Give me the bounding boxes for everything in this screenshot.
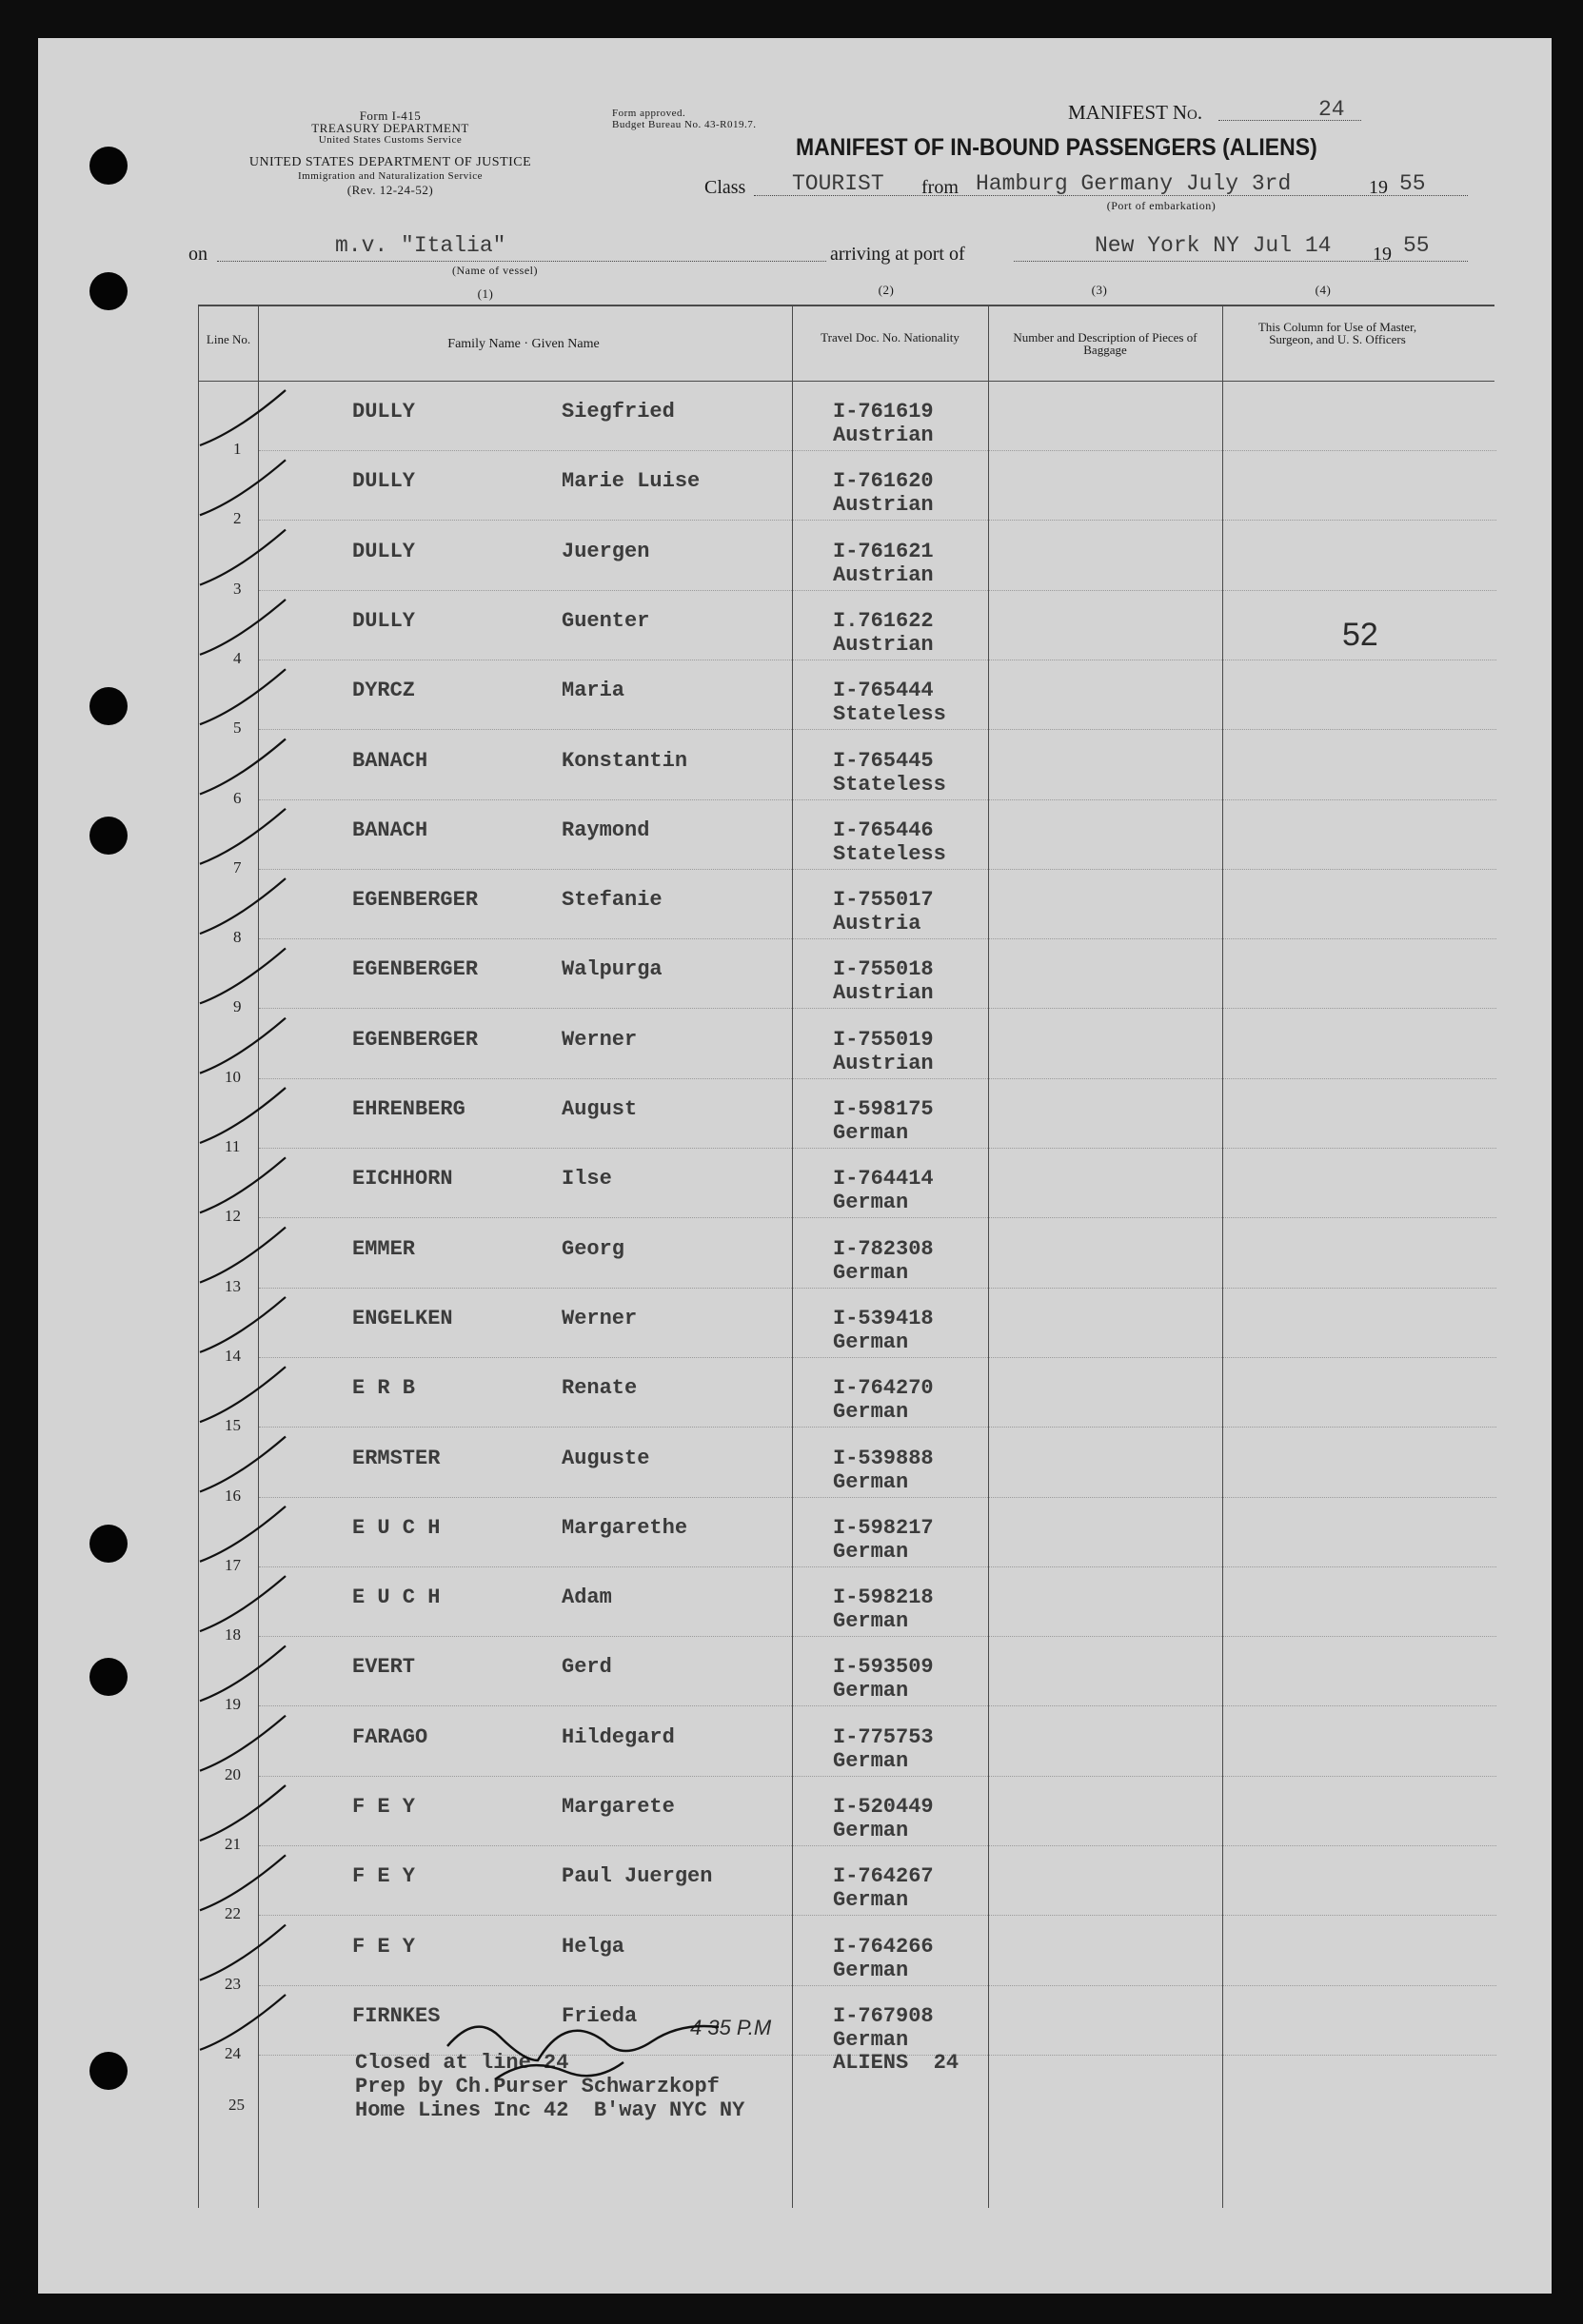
passenger-nationality: Austrian [833,562,934,587]
passenger-doc-number: I-761621 [833,539,934,563]
check-mark [200,1228,286,1283]
embarkation-port: Hamburg Germany July 3rd [976,171,1292,196]
passenger-family-name: EHRENBERG [352,1097,465,1121]
port-embarkation-caption: (Port of embarkation) [1106,199,1217,212]
passenger-family-name: EVERT [352,1655,416,1680]
arriving-label: arriving at port of [830,244,965,265]
arrival-year-prefix: 19 [1373,244,1392,265]
passenger-given-name: Auguste [562,1446,650,1470]
passenger-given-name: Renate [562,1376,638,1401]
arrival-year: 55 [1403,233,1430,258]
prepared-by: Prep by Ch.Purser Schwarzkopf [355,2075,720,2098]
passenger-given-name: Georg [562,1236,625,1261]
closing-note: Closed at line 24 [355,2051,569,2075]
passenger-nationality: Austrian [833,981,934,1006]
revision: (Rev. 12-24-52) [346,183,434,197]
passenger-given-name: Gerd [562,1655,612,1680]
handwritten-time-note: 4 35 P.M [690,2016,772,2039]
passenger-family-name: E U C H [352,1515,441,1540]
check-mark [200,1018,286,1073]
check-mark [200,1995,286,2050]
aliens-total: ALIENS 24 [833,2051,960,2075]
line-number: 13 [225,1276,241,1295]
passenger-family-name: F E Y [352,1864,416,1889]
passenger-given-name: Maria [562,679,625,703]
line-number: 2 [233,509,242,528]
check-mark [200,600,286,655]
passenger-doc-number: I-520449 [833,1795,934,1819]
manifest-label: MANIFEST No. [1068,101,1203,124]
manifest-sheet [38,38,1552,2294]
line-number: 12 [225,1207,241,1226]
line-number: 19 [225,1695,241,1714]
class-label: Class [704,177,746,198]
embark-year: 55 [1399,171,1426,196]
passenger-nationality: Stateless [833,841,946,866]
line-number: 11 [225,1137,241,1155]
manifest-number: 24 [1318,97,1345,122]
passenger-doc-number: I-782308 [833,1236,934,1261]
check-mark [200,1785,286,1841]
passenger-nationality: German [833,1400,909,1425]
check-mark [200,669,286,724]
passenger-given-name: Siegfried [562,400,675,423]
passenger-family-name: EMMER [352,1236,416,1261]
passenger-nationality: German [833,1958,909,1982]
class-value: TOURIST [792,171,884,196]
passenger-doc-number: I-775753 [833,1724,934,1749]
passenger-given-name: Marie Luise [562,469,701,494]
form-number: Form I-415 [359,108,422,123]
passenger-family-name: BANACH [352,817,428,842]
line-number: 5 [233,719,242,738]
passenger-family-name: BANACH [352,748,428,773]
passenger-family-name: E U C H [352,1585,441,1610]
passenger-nationality: German [833,2027,909,2052]
line-number: 8 [233,928,242,947]
justice-department: UNITED STATES DEPARTMENT OF JUSTICE [248,155,532,169]
check-mark [200,1925,286,1980]
check-mark [200,1507,286,1562]
line-number: 3 [233,579,242,598]
check-mark [200,1367,286,1422]
embark-year-prefix: 19 [1369,177,1388,198]
passenger-nationality: Stateless [833,702,946,727]
check-mark [200,1645,286,1701]
passenger-family-name: ENGELKEN [352,1306,453,1330]
check-mark [200,1576,286,1631]
passenger-family-name: DULLY [352,400,416,423]
handwritten-signature [447,2026,719,2079]
form-approved: Form approved. [612,108,686,119]
passenger-doc-number: I.761622 [833,608,934,633]
line-number: 17 [225,1555,241,1574]
passenger-given-name: Frieda [562,2003,638,2028]
passenger-doc-number: I-765444 [833,679,934,703]
passenger-nationality: Austria [833,912,921,936]
passenger-doc-number: I-755019 [833,1027,934,1052]
passenger-given-name: Werner [562,1027,638,1052]
check-mark [200,948,286,1003]
passenger-given-name: Adam [562,1585,612,1610]
passenger-given-name: Juergen [562,539,650,563]
passenger-given-name: Margarete [562,1795,675,1819]
passenger-doc-number: I-755017 [833,888,934,913]
col-line-no: Line No. [206,332,251,346]
passenger-nationality: German [833,1609,909,1634]
check-mark [200,1855,286,1910]
passenger-given-name: Helga [562,1934,625,1959]
passenger-doc-number: I-539418 [833,1306,934,1330]
line-number: 20 [225,1764,241,1783]
customs-service: United States Customs Service [318,134,463,146]
passenger-family-name: FARAGO [352,1724,428,1749]
vessel-caption: (Name of vessel) [452,264,538,277]
passenger-doc-number: I-767908 [833,2003,934,2028]
passenger-nationality: German [833,1819,909,1842]
line-number: 10 [225,1067,241,1086]
line-number: 24 [225,2043,241,2062]
passenger-given-name: Ilse [562,1167,612,1192]
passenger-nationality: German [833,1888,909,1913]
check-mark [200,390,286,445]
vessel-name: m.v. "Italia" [335,233,506,258]
check-mark [200,530,286,585]
passenger-doc-number: I-764266 [833,1934,934,1959]
from-label: from [921,177,959,198]
line-number: 7 [233,857,242,876]
passenger-given-name: Walpurga [562,957,663,982]
passenger-doc-number: I-764267 [833,1864,934,1889]
passenger-doc-number: I-539888 [833,1446,934,1470]
line-number: 4 [233,648,242,667]
check-mark [200,739,286,795]
col-number-4: (4) [1315,283,1332,297]
passenger-nationality: Austrian [833,493,934,518]
home-lines: Home Lines Inc 42 B'way NYC NY [355,2098,745,2122]
passenger-given-name: Raymond [562,817,650,842]
check-mark [200,1716,286,1771]
passenger-doc-number: I-598218 [833,1585,934,1610]
col-travel-doc: Travel Doc. No. Nationality [821,330,960,345]
passenger-family-name: EGENBERGER [352,888,479,913]
check-mark [200,1088,286,1143]
passenger-family-name: ERMSTER [352,1446,441,1470]
on-label: on [188,244,208,265]
passenger-doc-number: I-764414 [833,1167,934,1192]
passenger-doc-number: I-761619 [833,400,934,423]
passenger-nationality: German [833,1748,909,1773]
line-number: 22 [225,1904,241,1923]
passenger-nationality: German [833,1539,909,1564]
passenger-doc-number: I-598175 [833,1097,934,1121]
passenger-family-name: EGENBERGER [352,957,479,982]
col-name: Family Name · Given Name [447,337,600,351]
line-number: 23 [225,1974,241,1993]
passenger-doc-number: I-761620 [833,469,934,494]
check-mark [200,1437,286,1492]
col-officers: This Column for Use of Master, Surgeon, and U. S. Officers [1257,320,1417,346]
passenger-family-name: DULLY [352,469,416,494]
passenger-given-name: Margarethe [562,1515,688,1540]
passenger-family-name: DULLY [352,539,416,563]
line-number: 25 [228,2096,245,2114]
passenger-nationality: Austrian [833,632,934,657]
line-number: 1 [233,440,242,458]
passenger-family-name: F E Y [352,1934,416,1959]
passenger-nationality: German [833,1469,909,1494]
passenger-family-name: EICHHORN [352,1167,453,1192]
passenger-family-name: F E Y [352,1795,416,1819]
check-marks [38,38,1552,2294]
passenger-given-name: Hildegard [562,1724,675,1749]
passenger-given-name: Guenter [562,608,650,633]
passenger-nationality: Stateless [833,772,946,797]
check-mark [200,460,286,515]
officer-annotation: 52 [1342,617,1378,653]
passenger-given-name: August [562,1097,638,1121]
passenger-doc-number: I-593509 [833,1655,934,1680]
line-number: 15 [225,1416,241,1435]
passenger-doc-number: I-755018 [833,957,934,982]
passenger-nationality: German [833,1121,909,1145]
passenger-family-name: EGENBERGER [352,1027,479,1052]
passenger-nationality: Austrian [833,1051,934,1075]
passenger-family-name: E R B [352,1376,416,1401]
passenger-nationality: German [833,1260,909,1285]
passenger-doc-number: I-765445 [833,748,934,773]
passenger-family-name: DULLY [352,608,416,633]
passenger-nationality: German [833,1329,909,1354]
passenger-doc-number: I-765446 [833,817,934,842]
col-number-1: (1) [477,286,494,301]
passenger-family-name: FIRNKES [352,2003,441,2028]
passenger-given-name: Paul Juergen [562,1864,713,1889]
passenger-given-name: Stefanie [562,888,663,913]
budget-bureau: Budget Bureau No. 43-R019.7. [612,119,757,130]
passenger-doc-number: I-764270 [833,1376,934,1401]
arrival-port: New York NY Jul 14 [1095,233,1332,258]
col-baggage: Number and Description of Pieces of Baggage [1013,330,1197,357]
ins-service: Immigration and Naturalization Service [297,170,484,182]
check-mark [200,1297,286,1352]
passenger-family-name: DYRCZ [352,679,416,703]
passenger-nationality: German [833,1679,909,1704]
line-number: 6 [233,788,242,807]
passenger-nationality: German [833,1191,909,1215]
check-mark [200,809,286,864]
passenger-doc-number: I-598217 [833,1515,934,1540]
check-mark [200,1157,286,1212]
passenger-given-name: Konstantin [562,748,688,773]
line-number: 9 [233,997,242,1016]
col-number-2: (2) [878,283,895,297]
line-number: 18 [225,1625,241,1645]
check-mark [200,878,286,934]
passenger-nationality: Austrian [833,423,934,447]
col-number-3: (3) [1091,283,1108,297]
line-number: 14 [225,1346,241,1365]
passenger-given-name: Werner [562,1306,638,1330]
manifest-title: MANIFEST OF IN-BOUND PASSENGERS (ALIENS) [796,134,1317,161]
line-number: 16 [225,1486,241,1505]
line-number: 21 [225,1835,241,1853]
department: TREASURY DEPARTMENT [311,121,469,135]
